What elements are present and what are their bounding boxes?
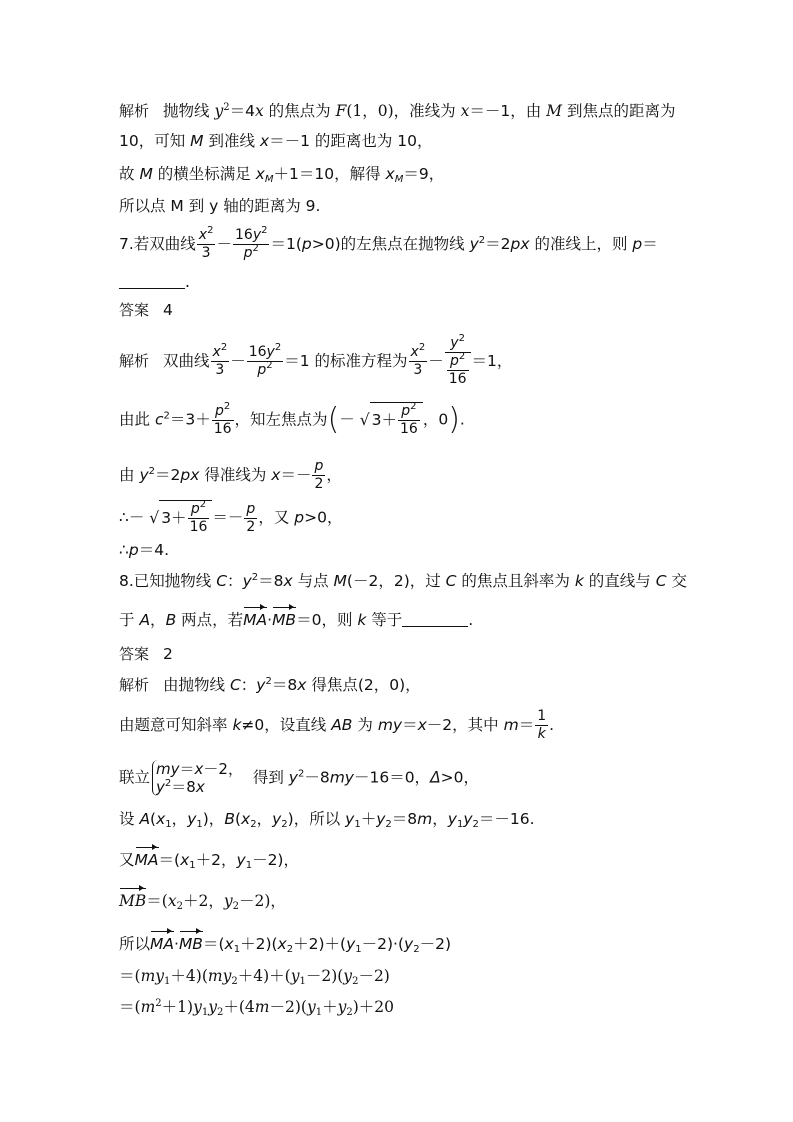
solution-8-line-6: $MB=(x_2+2$，$y_2-2$)， xyxy=(119,892,286,912)
solution-7-line-3: 由 $y^2=2px$ 得准线为 x＝－ $\frac{p}{2}$ ， xyxy=(119,458,342,492)
solution-7-line-4: ∴－ √ 3＋ $\frac{p^2}{16}$ ＝－ $\frac{p}{2}$ ，又 p>0， xyxy=(119,499,343,535)
answer-heading: 答案 xyxy=(119,301,150,319)
answer-7 xyxy=(119,300,173,320)
solution-6-line-3: 故 M 的横坐标满足 $x_M+1=10$，解得 $x_M=9$， xyxy=(119,165,445,185)
solution-8-line-8: $=(my_1+4)(my_2+4)+(y_1-2)(y_2-2)$ xyxy=(119,967,390,987)
solution-8-line-1: 解析 由抛物线 C：$y^2=8x$ 得焦点(2，0)， xyxy=(119,676,421,694)
equation-system: my＝x－2， $y^2=8x$ xyxy=(152,760,243,796)
question-7-answer-blank: . xyxy=(119,272,190,292)
answer-8 xyxy=(119,644,173,664)
solution-6-line-4: 所以点 M 到 y 轴的距离为 9. xyxy=(119,197,321,215)
solution-6-line-1: 解析 抛物线 $y^2=4x$ 的焦点为 F(1，0)，准线为 x＝－1，由 M 到焦点的距离为 xyxy=(119,102,676,120)
analysis-heading: 解析 xyxy=(119,352,150,370)
question-7-prefix: 7.若双曲线 xyxy=(119,235,196,253)
solution-8-line-7: 所以$MA\cdot MB=(x_1+2)(x_2+2)+(y_1-2)\cdot(y_2-2)$ xyxy=(119,935,452,955)
solution-8-line-5: 又$MA=(x_1+2$，$y_1-2$)， xyxy=(119,851,299,871)
answer-7-value: 4 xyxy=(163,301,173,319)
analysis-heading: 解析 xyxy=(119,676,150,694)
question-8-line-2: 于 A，B 两点，若MA·MB＝0，则 k 等于 . xyxy=(119,611,474,629)
text-run: 抛物线 xyxy=(163,102,215,120)
solution-8-line-3: 联立 my＝x－2， $y^2=8x$ 得到 $y^2-8my-16=0$，Δ>0， xyxy=(119,760,480,796)
analysis-heading: 解析 xyxy=(119,102,150,120)
solution-8-line-9: $=(m^2+1)y_1y_2+(4m-2)(y_1+y_2)+20$ xyxy=(119,998,395,1018)
solution-7-line-2: 由此 $c^2=3+$ $\frac{p^2}{16}$ ，知左焦点为(－ √ 3＋ $\frac{p^2}{16}$ ，0). xyxy=(119,400,465,437)
question-7-line-1: 7.若双曲线 $\frac{x^2}{3}$ － $\frac{16y^2}{p^2}$ ＝1(p>0)的左焦点在抛物线 $y^2=2px$ 的准线上，则 p＝ xyxy=(119,225,658,261)
answer-heading: 答案 xyxy=(119,645,150,663)
solution-6-line-2: 10，可知 M 到准线 x＝－1 的距离也为 10， xyxy=(119,132,433,150)
solution-8-line-4: 设 $A(x_1$，$y_1$)，$B(x_2$，$y_2$)，所以 $y_1+y_2=8m$，$y_1y_2=-16$. xyxy=(119,810,535,830)
solution-8-line-2: 由题意可知斜率 k≠0，设直线 AB 为 my＝x－2，其中 m＝ $\frac{1}{k}$ . xyxy=(119,708,555,742)
answer-8-value: 2 xyxy=(163,645,173,663)
solution-7-line-5: ∴p＝4. xyxy=(119,541,170,559)
solution-7-line-1: 解析 双曲线 $\frac{x^2}{3}$ － $\frac{16y^2}{p^2}$ ＝1 的标准方程为 $\frac{x^2}{3}$ － $\frac{y^2}{\frac{p^2}{16}}$ ＝1， xyxy=(119,333,513,387)
question-8-line-1: 8.已知抛物线 C：$y^2=8x$ 与点 M(－2，2)，过 C 的焦点且斜率为 k 的直线与 C 交 xyxy=(119,572,687,590)
